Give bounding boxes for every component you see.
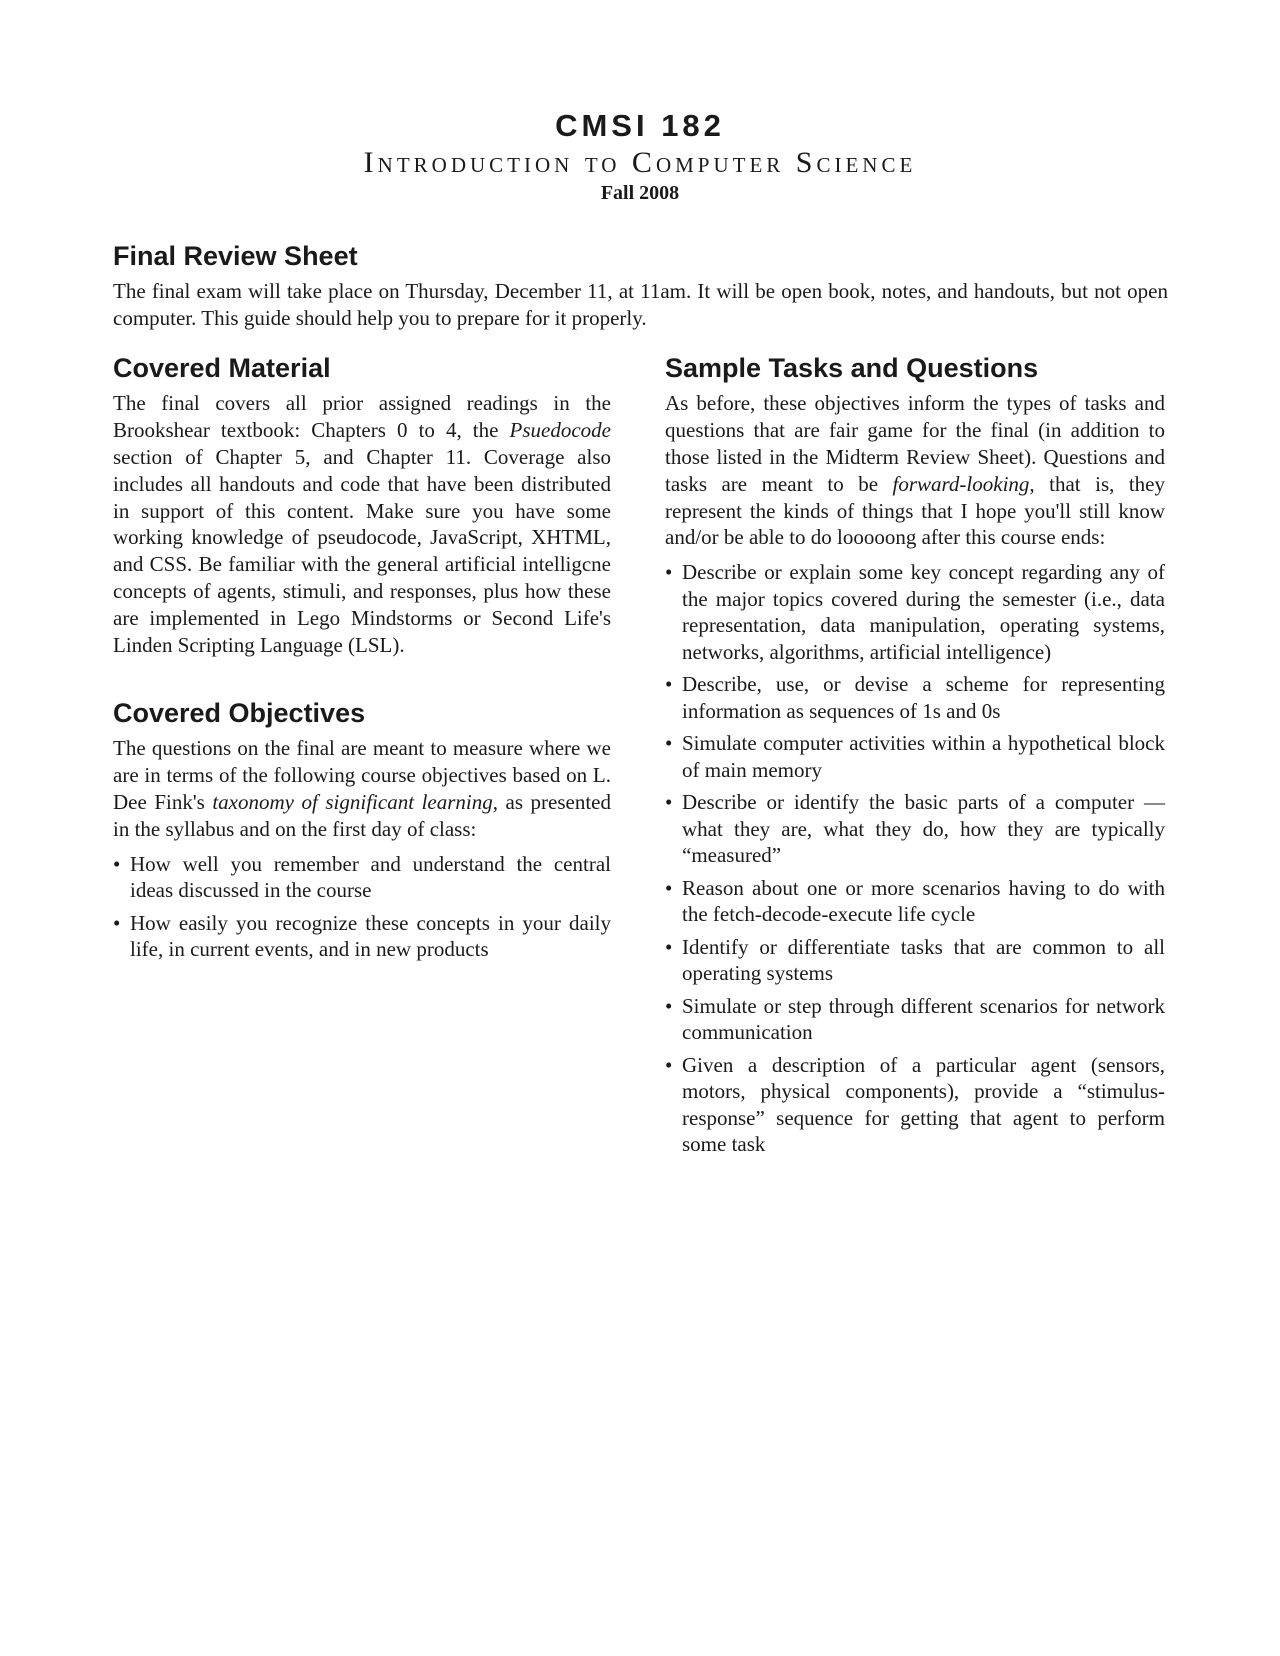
tasks-list bbox=[665, 559, 1165, 1158]
list-item: • Describe or identify the basic parts of a computer — what they are, what they do, how they are typically “measured” bbox=[665, 789, 1165, 869]
list-item: • Simulate computer activities within a hypothetical block of main memory bbox=[665, 730, 1165, 783]
final-review-section bbox=[113, 240, 1168, 332]
list-item: • Simulate or step through different scenarios for network communication bbox=[665, 993, 1165, 1046]
course-title: Introduction to Computer Science bbox=[363, 145, 917, 179]
document-header bbox=[0, 108, 1280, 205]
list-item: • How well you remember and understand the central ideas discussed in the course bbox=[113, 851, 611, 904]
italic-term: taxonomy of significant learning bbox=[212, 789, 493, 814]
sample-tasks-text: As before, these objectives inform the types of tasks and questions that are fair game for the final (in addition to those listed in the Midterm Review Sheet). Questions and tasks are meant to be forward-looking, that is, they represent the kinds of things that I hope you'll still know and/or be able to do looooong after this course ends: bbox=[665, 391, 1165, 550]
list-item: • Given a description of a particular agent (sensors, motors, physical components), provide a “stimulus-response” sequence for getting that agent to perform some task bbox=[665, 1052, 1165, 1158]
italic-term: forward-looking bbox=[892, 471, 1030, 496]
italic-term: Psuedocode bbox=[509, 418, 611, 443]
list-item: • Reason about one or more scenarios having to do with the fetch-decode-execute life cycle bbox=[665, 875, 1165, 928]
final-review-text: The final exam will take place on Thursday, December 11, at 11am. It will be open book, notes, and handouts, but not open computer. This guide should help you to prepare for it properly. bbox=[113, 279, 1168, 331]
sample-tasks-section bbox=[665, 352, 1165, 1164]
covered-material-text: The final covers all prior assigned readings in the Brookshear textbook: Chapters 0 to 4, the Psuedocode section of Chapter 5, and Chapter 11. Coverage also includes all handouts and code that have been distributed in support of this content. Make sure you have some working knowledge of pseudocode, JavaScript, XHTML, and CSS. Be familiar with the general artificial intelligcne concepts of agents, stimuli, and responses, plus how these are implemented in Lego Mindstorms or Second Life's Linden Scripting Language (LSL). bbox=[113, 391, 611, 657]
objectives-list bbox=[113, 851, 611, 963]
course-code: CMSI 182 bbox=[555, 108, 725, 143]
list-item: • Identify or differentiate tasks that are common to all operating systems bbox=[665, 934, 1165, 987]
covered-material-heading: Covered Material bbox=[113, 353, 331, 383]
sample-tasks-heading: Sample Tasks and Questions bbox=[665, 353, 1039, 383]
covered-objectives-section bbox=[113, 697, 611, 969]
list-item: • Describe, use, or devise a scheme for representing information as sequences of 1s and 0s bbox=[665, 671, 1165, 724]
list-item: • How easily you recognize these concepts in your daily life, in current events, and in new products bbox=[113, 910, 611, 963]
covered-objectives-heading: Covered Objectives bbox=[113, 698, 366, 728]
covered-objectives-text: The questions on the final are meant to measure where we are in terms of the following course objectives based on L. Dee Fink's taxonomy of significant learning, as presented in the syllabus and on the first day of class: bbox=[113, 736, 611, 841]
final-review-heading: Final Review Sheet bbox=[113, 241, 358, 271]
list-item: • Describe or explain some key concept regarding any of the major topics covered during the semester (i.e., data representation, data manipulation, operating systems, networks, algorithms, artificial intelligence) bbox=[665, 559, 1165, 665]
covered-material-section bbox=[113, 352, 611, 658]
term: Fall 2008 bbox=[600, 181, 680, 204]
